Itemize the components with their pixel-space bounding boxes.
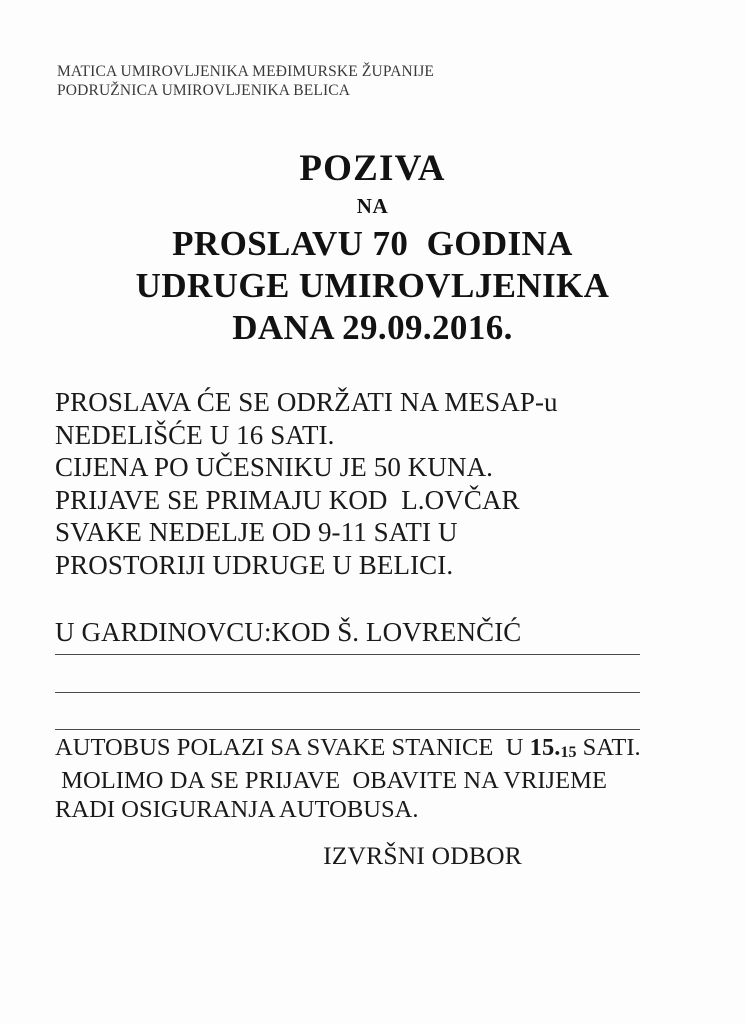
organisation-line-2: PODRUŽNICA UMIROVLJENIKA BELICA	[57, 82, 351, 99]
bus-departure-minutes: 15	[560, 744, 577, 761]
horizontal-rule	[55, 654, 640, 655]
horizontal-rule	[55, 729, 640, 730]
invitation-word: POZIVA	[299, 148, 446, 189]
bus-notice-line-3: RADI OSIGURANJA AUTOBUSA.	[55, 796, 419, 823]
detail-line: CIJENA PO UČESNIKU JE 50 KUNA.	[55, 452, 494, 483]
event-headline-line-2: UDRUGE UMIROVLJENIKA	[135, 266, 610, 305]
organisation-header	[57, 62, 677, 100]
bus-departure-line	[55, 733, 705, 766]
event-details-paragraph	[55, 386, 695, 582]
signature-line: IZVRŠNI ODBOR	[323, 841, 522, 870]
detail-line: NEDELIŠĆE U 16 SATI.	[55, 419, 335, 450]
bus-departure-suffix: SATI.	[576, 734, 641, 761]
detail-line: PROSTORIJI UDRUGE U BELICI.	[55, 549, 454, 580]
event-date-line: DANA 29.09.2016.	[232, 308, 513, 347]
bus-departure-hour: 15.	[529, 734, 561, 761]
organisation-line-1: MATICA UMIROVLJENIKA MEĐIMURSKE ŽUPANIJE	[57, 63, 435, 80]
detail-line: SVAKE NEDELJE OD 9-11 SATI U	[55, 517, 458, 548]
bus-notice	[55, 733, 705, 825]
detail-line: PROSLAVA ĆE SE ODRŽATI NA MESAP-u	[55, 387, 558, 417]
title-block	[0, 148, 745, 349]
pickup-location-line: U GARDINOVCU:KOD Š. LOVRENČIĆ	[55, 617, 522, 647]
event-headline-line-1: PROSLAVU 70 GODINA	[172, 224, 573, 263]
detail-line: PRIJAVE SE PRIMAJU KOD L.OVČAR	[55, 484, 520, 515]
invitation-connector: NA	[356, 194, 389, 218]
bus-notice-line-2: MOLIMO DA SE PRIJAVE OBAVITE NA VRIJEME	[55, 766, 607, 794]
horizontal-rule	[55, 692, 640, 693]
bus-departure-prefix: AUTOBUS POLAZI SA SVAKE STANICE U	[55, 734, 530, 761]
